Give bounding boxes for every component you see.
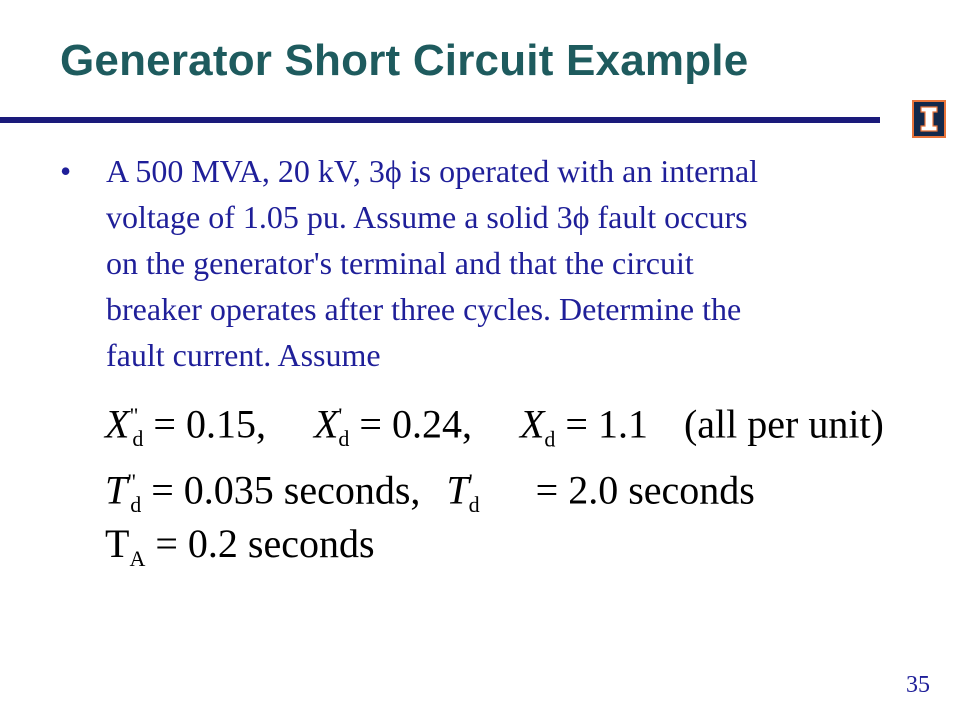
xdp-value: = 0.24,	[349, 401, 472, 447]
xdpp-symbol: X	[105, 401, 130, 447]
bullet-marker: •	[60, 153, 72, 189]
armature-time-constant-equation	[105, 520, 375, 583]
xdp-subscript: d	[338, 426, 350, 452]
time-constant-equation	[105, 458, 755, 529]
page-number: 35	[906, 672, 930, 698]
per-unit-note: (all per unit)	[683, 401, 884, 447]
tdp-subscript: d	[468, 492, 480, 518]
title-divider	[0, 117, 880, 123]
ta-value: = 0.2 seconds	[145, 521, 375, 566]
tdpp-symbol: T	[105, 467, 128, 513]
university-block-i-logo	[912, 100, 946, 138]
tdp-superscript: '	[468, 469, 473, 494]
tdpp-subscript: d	[130, 492, 142, 518]
bullet-line: fault current. Assume	[106, 337, 381, 373]
bullet-line: on the generator's terminal and that the circuit	[106, 245, 694, 281]
xdp-symbol: X	[313, 401, 339, 447]
xdp-superscript: '	[338, 403, 343, 428]
bullet-paragraph	[106, 148, 896, 378]
xdpp-value: = 0.15,	[143, 401, 266, 447]
slide-title: Generator Short Circuit Example	[60, 36, 749, 85]
xdpp-superscript: "	[129, 403, 139, 428]
xd-subscript: d	[544, 426, 556, 452]
ta-symbol: T	[105, 521, 130, 566]
block-i-icon	[914, 102, 944, 136]
tdpp-value: = 0.035 seconds,	[141, 467, 421, 513]
bullet-line: breaker operates after three cycles. Determine the	[106, 291, 742, 327]
ta-subscript: A	[129, 546, 146, 571]
tdp-value: = 2.0 seconds	[535, 467, 755, 513]
xdpp-subscript: d	[132, 426, 144, 452]
bullet-line: A 500 MVA, 20 kV, 3ϕ is operated with an internal	[106, 153, 759, 189]
reactance-equation	[105, 392, 884, 463]
bullet-line: voltage of 1.05 pu. Assume a solid 3ϕ fault occurs	[106, 199, 748, 235]
tdp-symbol: T	[446, 467, 469, 513]
xd-symbol: X	[519, 401, 545, 447]
tdpp-superscript: "	[127, 469, 137, 494]
xd-value: = 1.1	[555, 401, 648, 447]
